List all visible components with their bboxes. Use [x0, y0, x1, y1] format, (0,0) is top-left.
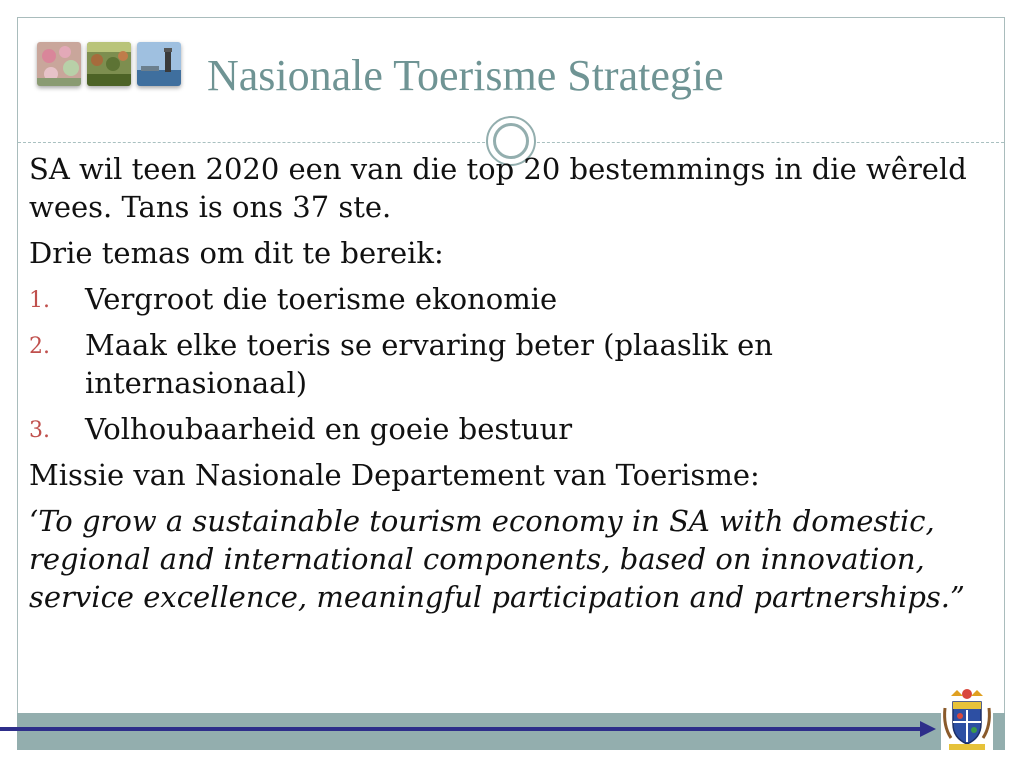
- list-number: 3.: [29, 418, 50, 443]
- flowers-photo-icon: [37, 42, 81, 86]
- coat-of-arms-icon: [941, 686, 993, 752]
- list-item: [29, 280, 999, 318]
- themes-heading: Drie temas om dit te bereik:: [29, 236, 444, 270]
- list-item-text: Volhoubaarheid en goeie bestuur: [85, 412, 573, 446]
- intro-paragraph: SA wil teen 2020 een van die top 20 bestemmings in die wêreld wees. Tans is ons 37 ste.: [29, 152, 967, 224]
- slide-title: Nasionale Toerisme Strategie: [207, 51, 724, 100]
- footer-bar: [17, 713, 1005, 750]
- list-item-text: Maak elke toeris se ervaring beter (plaaslik en internasionaal): [85, 328, 773, 400]
- footer-arrow-line: [0, 727, 926, 731]
- list-item: [29, 410, 999, 448]
- themes-list: [29, 280, 999, 448]
- mission-quote: ‘To grow a sustainable tourism economy in SA with domestic, regional and international components, based on innovation, service excellence, meaningful participation and partnerships.”: [29, 504, 965, 614]
- list-number: 2.: [29, 334, 50, 359]
- list-number: 1.: [29, 288, 50, 313]
- mission-label: Missie van Nasionale Departement van Toerisme:: [29, 458, 760, 492]
- harbour-photo-icon: [137, 42, 181, 86]
- list-item-text: Vergroot die toerisme ekonomie: [85, 282, 558, 316]
- header-thumbnails: [37, 42, 181, 86]
- slide-body: [29, 150, 999, 616]
- list-item: [29, 326, 999, 402]
- arrow-right-icon: [920, 721, 936, 737]
- garden-photo-icon: [87, 42, 131, 86]
